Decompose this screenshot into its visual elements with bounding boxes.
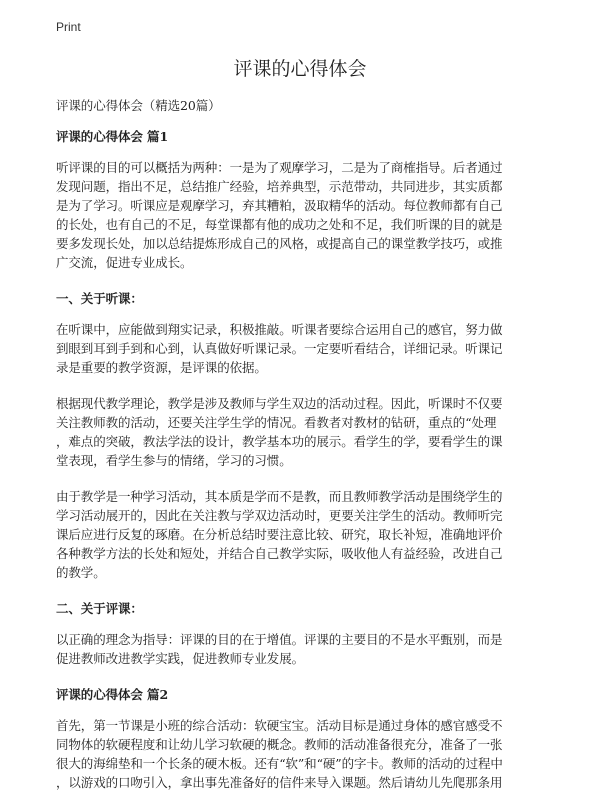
paragraph-line: 录是重要的教学资源，是评课的依据。 — [56, 360, 267, 375]
paragraph-line: 学习活动展开的，因此在关注教与学双边活动时，更要关注学生的活动。教师听完 — [56, 508, 503, 523]
paragraph-line: 同物体的软硬程度和让幼儿学习软硬的概念。教师的活动准备很充分，准备了一张 — [56, 737, 503, 752]
paragraph-line: 促进教师改进教学实践，促进教师专业发展。 — [56, 651, 305, 666]
paragraph-line: 关注教师教的活动，还要关注学生学的情况。看教者对教材的钻研，重点的“处理 — [56, 415, 497, 430]
paragraph-line: 课后应进行反复的琢磨。在分析总结时要注意比较、研究，取长补短，准确地评价 — [56, 527, 503, 542]
paragraph-line: 很大的海绵垫和一个长条的硬木板。还有“软”和“硬”的字卡。教师的活动的过程中 — [56, 756, 503, 771]
paragraph-line: 的长处，也有自己的不足，每堂课都有他的成功之处和不足，我们听课的目的就是 — [56, 217, 503, 232]
paragraph-line: 的教学。 — [56, 565, 106, 580]
paragraph-line: 要多发现长处，加以总结提炼形成自己的风格，或提高自己的课堂教学技巧，或推 — [56, 236, 503, 251]
paragraph — [56, 158, 552, 272]
article-body — [56, 96, 552, 809]
paragraph-line: 根据现代教学理论，教学是涉及教师与学生双边的活动过程。因此，听课时不仅要 — [56, 396, 503, 411]
paragraph-line: 是为了学习。听课应是观摩学习，弃其糟粕，汲取精华的活动。每位教师都有自己 — [56, 198, 503, 213]
paragraph-line: 广交流，促进专业成长。 — [56, 255, 193, 270]
paragraph-line: 以正确的理念为指导：评课的目的在于增值。评课的主要目的不是水平甄别，而是 — [56, 632, 503, 647]
page-title: 评课的心得体会 — [233, 58, 367, 80]
paragraph-line: 到眼到耳到手到和心到，认真做好听课记录。一定要听看结合，详细记录。听课记 — [56, 341, 503, 356]
paragraph-line: 在听课中，应能做到翔实记录，积极推敲。听课者要综合运用自己的感官，努力做 — [56, 322, 503, 337]
print-link[interactable]: Print — [56, 20, 81, 34]
paragraph — [56, 716, 552, 792]
paragraph-line: 堂表现，看学生参与的情绪，学习的习惯。 — [56, 453, 292, 468]
paragraph — [56, 487, 552, 582]
section-heading — [56, 289, 552, 308]
paragraph — [56, 630, 552, 668]
paragraph-line: 由于教学是一种学习活动，其本质是学而不是教，而且教师教学活动是围绕学生的 — [56, 489, 503, 504]
heading-text: 二、关于评课： — [56, 601, 143, 616]
heading-text: 评课的心得体会 篇1 — [56, 129, 169, 144]
paragraph — [56, 394, 552, 470]
paragraph-line: 各种教学方法的长处和短处，并结合自己教学实际，吸收他人有益经验，改进自己 — [56, 546, 503, 561]
paragraph — [56, 320, 552, 377]
section-heading — [56, 599, 552, 618]
article-subtitle: 评课的心得体会（精选20篇） — [56, 98, 221, 113]
heading-text: 评课的心得体会 篇2 — [56, 687, 169, 702]
paragraph-line: 听评课的目的可以概括为两种：一是为了观摩学习，二是为了商榷指导。后者通过 — [56, 160, 503, 175]
paragraph-line: 发现问题，指出不足，总结推广经验，培养典型，示范带动，共同进步，其实质都 — [56, 179, 503, 194]
paragraph-line: 首先，第一节课是小班的综合活动：软硬宝宝。活动目标是通过身体的感官感受不 — [56, 718, 503, 733]
paragraph-line: ，难点的突破，教法学法的设计，教学基本功的展示。看学生的学，要看学生的课 — [56, 434, 503, 449]
section-heading — [56, 127, 552, 146]
section-heading — [56, 685, 552, 704]
paragraph-line: ，以游戏的口吻引入，拿出事先准备好的信件来导入课题。然后请幼儿先爬那条用 — [56, 775, 503, 790]
heading-text: 一、关于听课： — [56, 291, 143, 306]
